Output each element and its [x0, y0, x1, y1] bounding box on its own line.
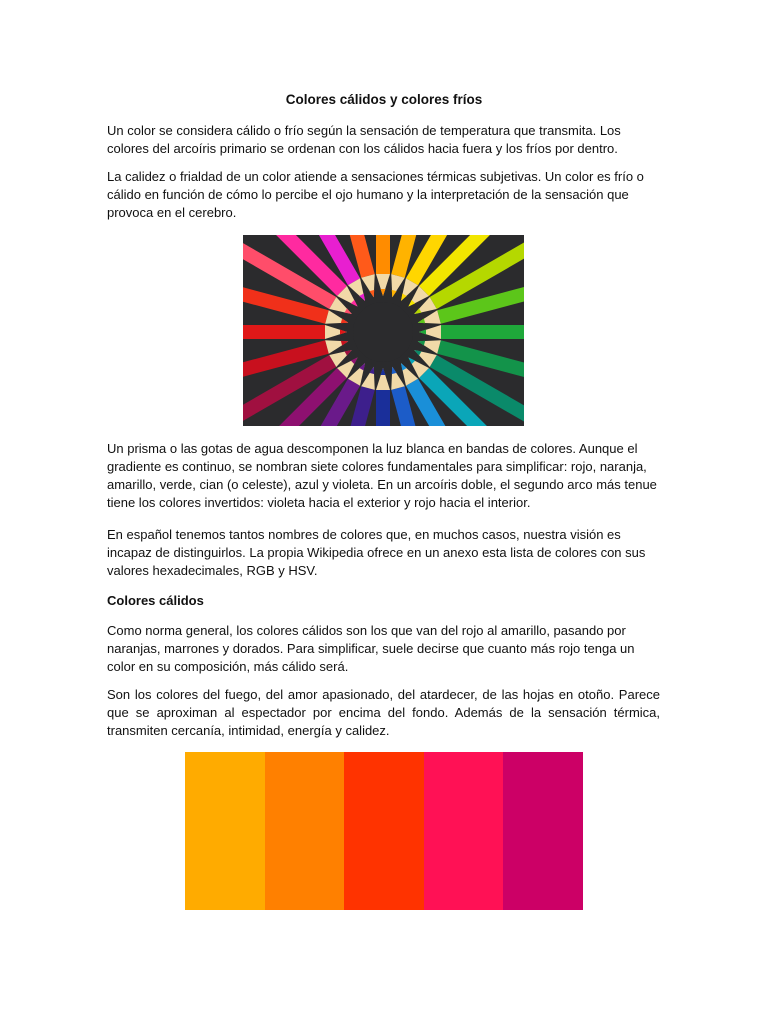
pencil-7	[419, 325, 524, 339]
paragraph-2: La calidez o frialdad de un color atiende a sensaciones térmicas subjetivas. Un color es frío o cálido en función de cómo lo percibe el ojo humano y la interpretación de la sensación que provoca en el cerebro.	[107, 169, 644, 220]
section-heading-warm-colors: Colores cálidos	[107, 593, 204, 608]
color-swatch-1	[185, 752, 265, 910]
document-title: Colores cálidos y colores fríos	[285, 92, 483, 107]
warm-color-swatches	[185, 752, 583, 910]
paragraph-1: Un color se considera cálido o frío según la sensación de temperatura que transmita. Los colores del arcoíris primario se ordenan con los cálidos hacia fuera y los fríos por dentro.	[107, 123, 621, 156]
paragraph-4: En español tenemos tantos nombres de colores que, en muchos casos, nuestra visión es incapaz de distinguirlos. La propia Wikipedia ofrece en un anexo esta lista de colores con sus valores hexadecimales, RGB y HSV.	[107, 527, 646, 578]
color-swatch-5	[503, 752, 583, 910]
color-swatch-3	[344, 752, 424, 910]
color-swatch-2	[265, 752, 345, 910]
paragraph-3: Un prisma o las gotas de agua descomponen la luz blanca en bandas de colores. Aunque el gradiente es continuo, se nombran siete colores fundamentales para simplificar: rojo, naranja, amarillo, verde, cian (o celeste), azul y violeta. En un arcoíris doble, el segundo arco más tenue tiene los colores invertidos: violeta hacia el exterior y rojo hacia el interior.	[107, 441, 657, 510]
pencils-center	[353, 302, 413, 362]
paragraph-5: Como norma general, los colores cálidos son los que van del rojo al amarillo, pasando por naranjas, marrones y dorados. Para simplificar, suele decirse que cuanto más rojo tenga un color en su composición, más cálido será.	[107, 623, 635, 674]
pencil-19	[243, 325, 347, 339]
paragraph-6: Son los colores del fuego, del amor apasionado, del atardecer, de las hojas en otoño. Parece que se aproximan al espectador por encima del fondo. Además de la sensación térmica, transmiten cercanía, intimidad, energía y calidez.	[107, 687, 660, 738]
colored-pencils-image	[243, 235, 524, 426]
color-swatch-4	[424, 752, 504, 910]
